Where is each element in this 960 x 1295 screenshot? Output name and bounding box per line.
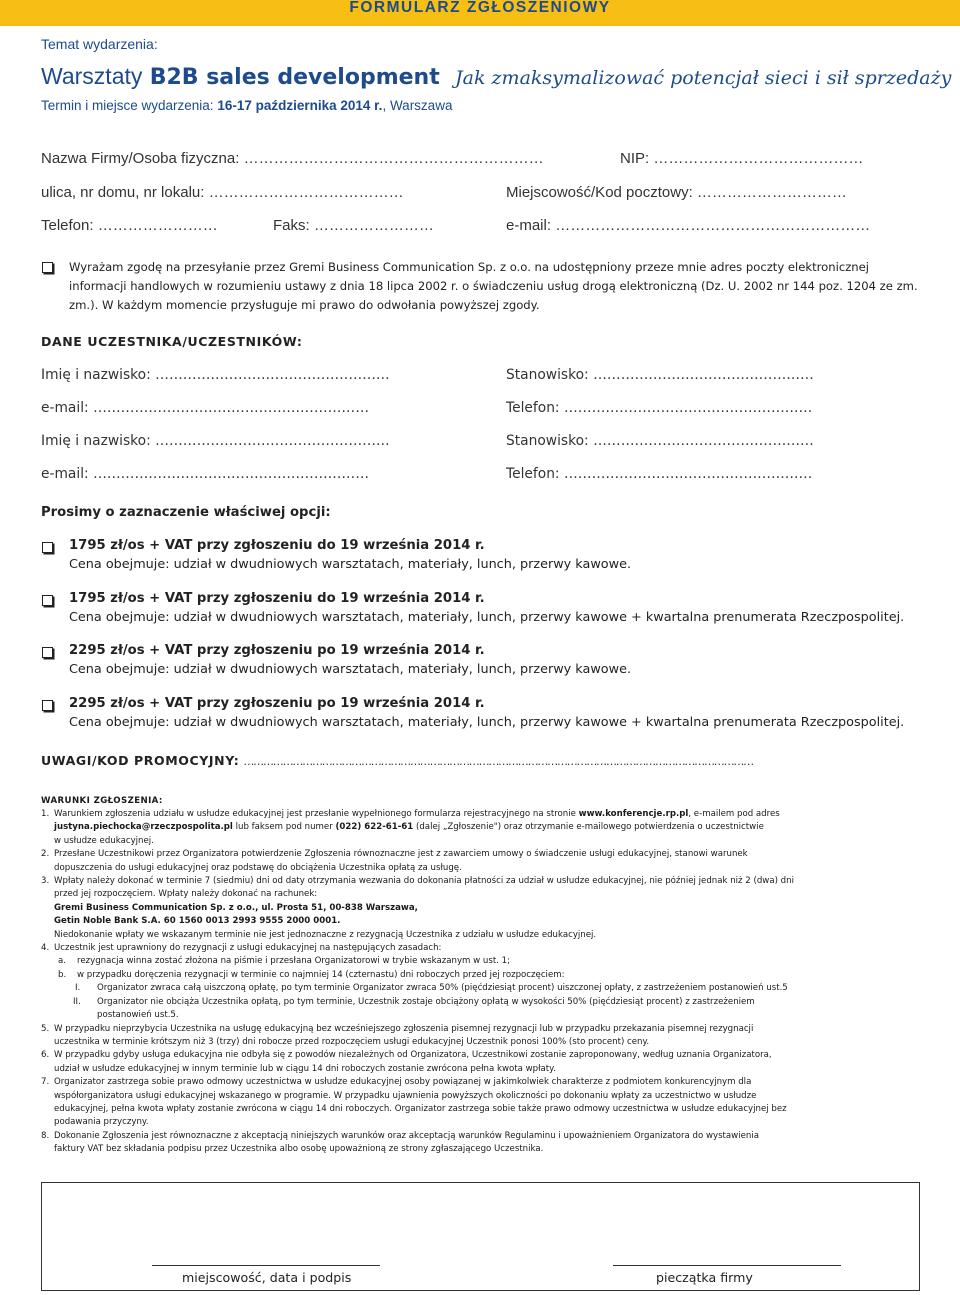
nip-dots[interactable]: …………………………………… xyxy=(653,150,864,167)
terms-line: w usłudze edukacyjnej. xyxy=(54,835,154,846)
terms-line: udział w usłudze edukacyjnej w innym terminie lub w ciągu 14 dni roboczych zostanie zwrócona pełna kwota wpłaty. xyxy=(54,1063,556,1074)
option3-checkbox[interactable] xyxy=(42,647,53,658)
promo-dots[interactable]: ………………………………………………………………………………………………………………………………………… xyxy=(243,755,753,768)
street-field[interactable] xyxy=(41,184,404,201)
signature-line xyxy=(152,1265,380,1266)
terms-line: dopuszczenia do usługi edukacyjnej oraz podstawę do obciążenia Uczestnika opłatą za usługę. xyxy=(54,862,462,873)
terms-line: uczestnika w terminie krótszym niż 3 (trzy) dni robocze przed rozpoczęciem usługi edukacyjnej Uczestnik ponosi 100% (sto procent) ceny. xyxy=(54,1036,650,1047)
participant1-position-dots[interactable]: ………………………………………… xyxy=(593,367,814,383)
participants-heading: DANE UCZESTNIKA/UCZESTNIKÓW: xyxy=(41,334,303,349)
company-name-dots[interactable]: …………………………………………………… xyxy=(243,150,544,167)
participant1-phone-field[interactable] xyxy=(506,400,812,416)
option3-title: 2295 zł/os + VAT przy zgłoszeniu po 19 września 2014 r. xyxy=(69,643,485,658)
participant2-email-label: e-mail: xyxy=(41,466,89,482)
participant1-phone-label: Telefon: xyxy=(506,400,560,416)
participant2-phone-field[interactable] xyxy=(506,466,812,482)
street-dots[interactable]: ………………………………… xyxy=(208,184,404,201)
participant1-phone-dots[interactable]: ……………………………………………… xyxy=(563,400,813,416)
terms-line: 3. Wpłaty należy dokonać w terminie 7 (siedmiu) dni od daty otrzymania wezwania do dokonania płatności za udział w usłudze edukacyjnej, nie później jednak niż 2 (dwa) dni xyxy=(41,876,794,887)
participant1-email-field[interactable] xyxy=(41,400,369,416)
fax-label: Faks: xyxy=(273,217,310,234)
option4-checkbox[interactable] xyxy=(42,700,53,711)
participant1-name-label: Imię i nazwisko: xyxy=(41,367,151,383)
options-heading: Prosimy o zaznaczenie właściwej opcji: xyxy=(41,505,331,520)
signature-caption: miejscowość, data i podpis xyxy=(182,1270,352,1285)
event-term-label: Termin i miejsce wydarzenia: xyxy=(41,98,214,113)
terms-line: 1. Warunkiem zgłoszenia udziału w usłudze edukacyjnej jest przesłanie wypełnionego formularza rejestracyjnego na stronie www.konferencje.rp.pl, e-mailem pod adres xyxy=(41,809,780,819)
participant2-phone-label: Telefon: xyxy=(506,466,560,482)
company-name-label: Nazwa Firmy/Osoba fizyczna: xyxy=(41,150,240,167)
company-name-field[interactable] xyxy=(41,150,544,167)
participant2-email-field[interactable] xyxy=(41,466,369,482)
signature-box[interactable] xyxy=(41,1182,920,1291)
participant2-name-dots[interactable]: …………………………………………… xyxy=(155,433,390,449)
terms-line: Gremi Business Communication Sp. z o.o., ul. Prosta 51, 00-838 Warszawa, xyxy=(54,902,418,913)
fax-dots[interactable]: …………………… xyxy=(313,217,434,234)
city-dots[interactable]: ………………………… xyxy=(696,184,847,201)
terms-line: edukacyjnej, pełna kwota wpłaty zostanie zwrócona w ciągu 14 dni roboczych. Organizator zastrzega sobie także prawo odmowy uczestnictwa w usłudze edukacyjnej bez xyxy=(54,1103,787,1114)
terms-line: 2. Przesłane Uczestnikowi przez Organizatora potwierdzenie Zgłoszenia równoznaczne jest z zawarciem umowy o świadczenie usługi edukacyjnej, stanowi warunek xyxy=(41,849,748,860)
city-label: Miejscowość/Kod pocztowy: xyxy=(506,184,693,201)
participant1-position-field[interactable] xyxy=(506,367,814,383)
terms-line: 8. Dokonanie Zgłoszenia jest równoznaczne z akceptacją niniejszych warunków oraz akceptacją warunków Regulaminu i upoważnieniem Organizatora do wystawienia xyxy=(41,1130,759,1141)
consent-text: Wyrażam zgodę na przesyłanie przez Gremi Business Communication Sp. z o.o. na udostępniony przeze mnie adres poczty elektronicznej informacji handlowych w rozumieniu ustawy z dnia 18 lipca 2002 r. o świadczeniu usług drogą elektroniczną (Dz. U. 2002 nr 144 poz. 1204 ze zm. zm.). W każdym momencie przysługuje mi prawo do odwołania powyższej zgody. xyxy=(69,260,918,312)
event-title-prefix: Warsztaty xyxy=(41,63,143,89)
company-email-label: e-mail: xyxy=(506,217,552,234)
nip-field[interactable] xyxy=(620,150,863,167)
terms-line: 7. Organizator zastrzega sobie prawo odmowy uczestnictwa w usłudze edukacyjnej osoby powiązanej w jakimkolwiek charakterze z podmiotem konkurencyjnym dla xyxy=(41,1077,752,1088)
event-topic-label: Temat wydarzenia: xyxy=(41,36,158,52)
event-subtitle: Jak zmaksymalizować potencjał sieci i sił sprzedaży xyxy=(455,67,952,89)
form-title: FORMULARZ ZGŁOSZENIOWY xyxy=(349,0,611,16)
terms-line: b. w przypadku doręczenia rezygnacji w terminie co najmniej 14 (czternastu) dni roboczych przed jej rozpoczęciem: xyxy=(58,969,565,980)
nip-label: NIP: xyxy=(620,150,650,167)
promo-field[interactable] xyxy=(41,753,753,768)
fax-field[interactable] xyxy=(273,217,434,234)
event-title xyxy=(41,61,951,93)
option2-title: 1795 zł/os + VAT przy zgłoszeniu do 19 września 2014 r. xyxy=(69,591,485,606)
consent-checkbox[interactable] xyxy=(42,262,53,273)
terms-line: podawania przyczyny. xyxy=(54,1117,149,1128)
company-phone-label: Telefon: xyxy=(41,217,94,234)
event-term-date: 16-17 października 2014 r. xyxy=(217,98,383,113)
participant1-name-field[interactable] xyxy=(41,367,390,383)
terms-line: Niedokonanie wpłaty we wskazanym terminie nie jest jednoznaczne z rezygnacją Uczestnika z udziału w usłudze edukacyjnej. xyxy=(54,929,597,940)
participant2-name-label: Imię i nazwisko: xyxy=(41,433,151,449)
terms-line: przed jej rozpoczęciem. Wpłaty należy dokonać na rachunek: xyxy=(54,889,318,900)
company-email-field[interactable] xyxy=(506,217,870,234)
terms-line: I. Organizator zwraca całą uiszczoną opłatę, po tym terminie Organizator zwraca 50% (pięćdziesiąt procent) uiszczonej opłaty, z zastrzeżeniem postanowień ust.5 xyxy=(75,983,788,994)
option4-title: 2295 zł/os + VAT przy zgłoszeniu po 19 września 2014 r. xyxy=(69,696,485,711)
terms-line: 6. W przypadku gdyby usługa edukacyjna nie odbyła się z powodów niezależnych od Organizatora, Uczestnikowi zostanie zaproponowany, według uznania Organizatora, xyxy=(41,1050,772,1061)
participant2-name-field[interactable] xyxy=(41,433,390,449)
event-term xyxy=(41,98,452,113)
terms-line: 5. W przypadku nieprzybycia Uczestnika na usługę edukacyjną bez wcześniejszego zgłoszenia pisemnej rezygnacji lub w przypadku przekazania pisemnej rezygnacji xyxy=(41,1023,754,1034)
option1-checkbox[interactable] xyxy=(42,542,53,553)
participant1-email-label: e-mail: xyxy=(41,400,89,416)
option4-desc: Cena obejmuje: udział w dwudniowych warsztatach, materiały, lunch, przerwy kawowe + kwartalna prenumerata Rzeczpospolitej. xyxy=(69,715,905,730)
terms-list xyxy=(41,808,921,1157)
street-label: ulica, nr domu, nr lokalu: xyxy=(41,184,205,201)
terms-line: II. Organizator nie obciąża Uczestnika opłatą, po tym terminie, Uczestnik zostaje obciążony opłatą w wysokości 50% (pięćdziesiąt procent) z zastrzeżeniem xyxy=(73,996,755,1007)
event-term-place: , Warszawa xyxy=(382,98,453,113)
event-title-main: B2B sales development xyxy=(149,65,440,90)
participant2-phone-dots[interactable]: ……………………………………………… xyxy=(563,466,813,482)
terms-line: Getin Noble Bank S.A. 60 1560 0013 2993 9555 2000 0001. xyxy=(54,916,341,927)
participant2-position-label: Stanowisko: xyxy=(506,433,589,449)
terms-line: faktury VAT bez składania podpisu przez Uczestnika albo osobę upoważnioną ze strony zgłaszającego Uczestnika. xyxy=(54,1144,544,1155)
participant2-position-dots[interactable]: ………………………………………… xyxy=(593,433,814,449)
promo-label: UWAGI/KOD PROMOCYJNY: xyxy=(41,753,240,768)
participant2-email-dots[interactable]: …………………………………………………… xyxy=(93,466,370,482)
participant1-name-dots[interactable]: …………………………………………… xyxy=(155,367,390,383)
city-field[interactable] xyxy=(506,184,847,201)
option1-title: 1795 zł/os + VAT przy zgłoszeniu do 19 września 2014 r. xyxy=(69,538,485,553)
option3-desc: Cena obejmuje: udział w dwudniowych warsztatach, materiały, lunch, przerwy kawowe. xyxy=(69,662,632,677)
participant1-position-label: Stanowisko: xyxy=(506,367,589,383)
participant1-email-dots[interactable]: …………………………………………………… xyxy=(93,400,370,416)
company-email-dots[interactable]: ……………………………………………………… xyxy=(555,217,871,234)
terms-line: a. rezygnacja winna zostać złożona na piśmie i przesłana Organizatorowi w trybie wskazanym w ust. 1; xyxy=(58,956,511,967)
participant2-position-field[interactable] xyxy=(506,433,814,449)
terms-line: 4. Uczestnik jest uprawniony do rezygnacji z usługi edukacyjnej na następujących zasadach: xyxy=(41,943,442,954)
terms-line: justyna.piechocka@rzeczpospolita.pl lub faksem pod numer (022) 622-61-61 (dalej „Zgłoszenie") oraz otrzymanie e-mailowego potwierdzenia o uczestnictwie xyxy=(54,822,764,833)
company-phone-dots[interactable]: …………………… xyxy=(97,217,218,234)
option1-desc: Cena obejmuje: udział w dwudniowych warsztatach, materiały, lunch, przerwy kawowe. xyxy=(69,557,632,572)
stamp-line xyxy=(613,1265,841,1266)
stamp-caption: pieczątka firmy xyxy=(656,1270,753,1285)
option2-checkbox[interactable] xyxy=(42,595,53,606)
terms-line: współorganizatora usługi edukacyjnej wskazanego w programie. W przypadku ujawnienia powyższych okoliczności po dokonaniu wpłaty za uczestnictwo w usłudze xyxy=(54,1090,757,1101)
company-phone-field[interactable] xyxy=(41,217,218,234)
terms-line: postanowień ust.5. xyxy=(97,1010,179,1021)
terms-heading: WARUNKI ZGŁOSZENIA: xyxy=(41,796,163,806)
option2-desc: Cena obejmuje: udział w dwudniowych warsztatach, materiały, lunch, przerwy kawowe + kwartalna prenumerata Rzeczpospolitej. xyxy=(69,610,905,625)
